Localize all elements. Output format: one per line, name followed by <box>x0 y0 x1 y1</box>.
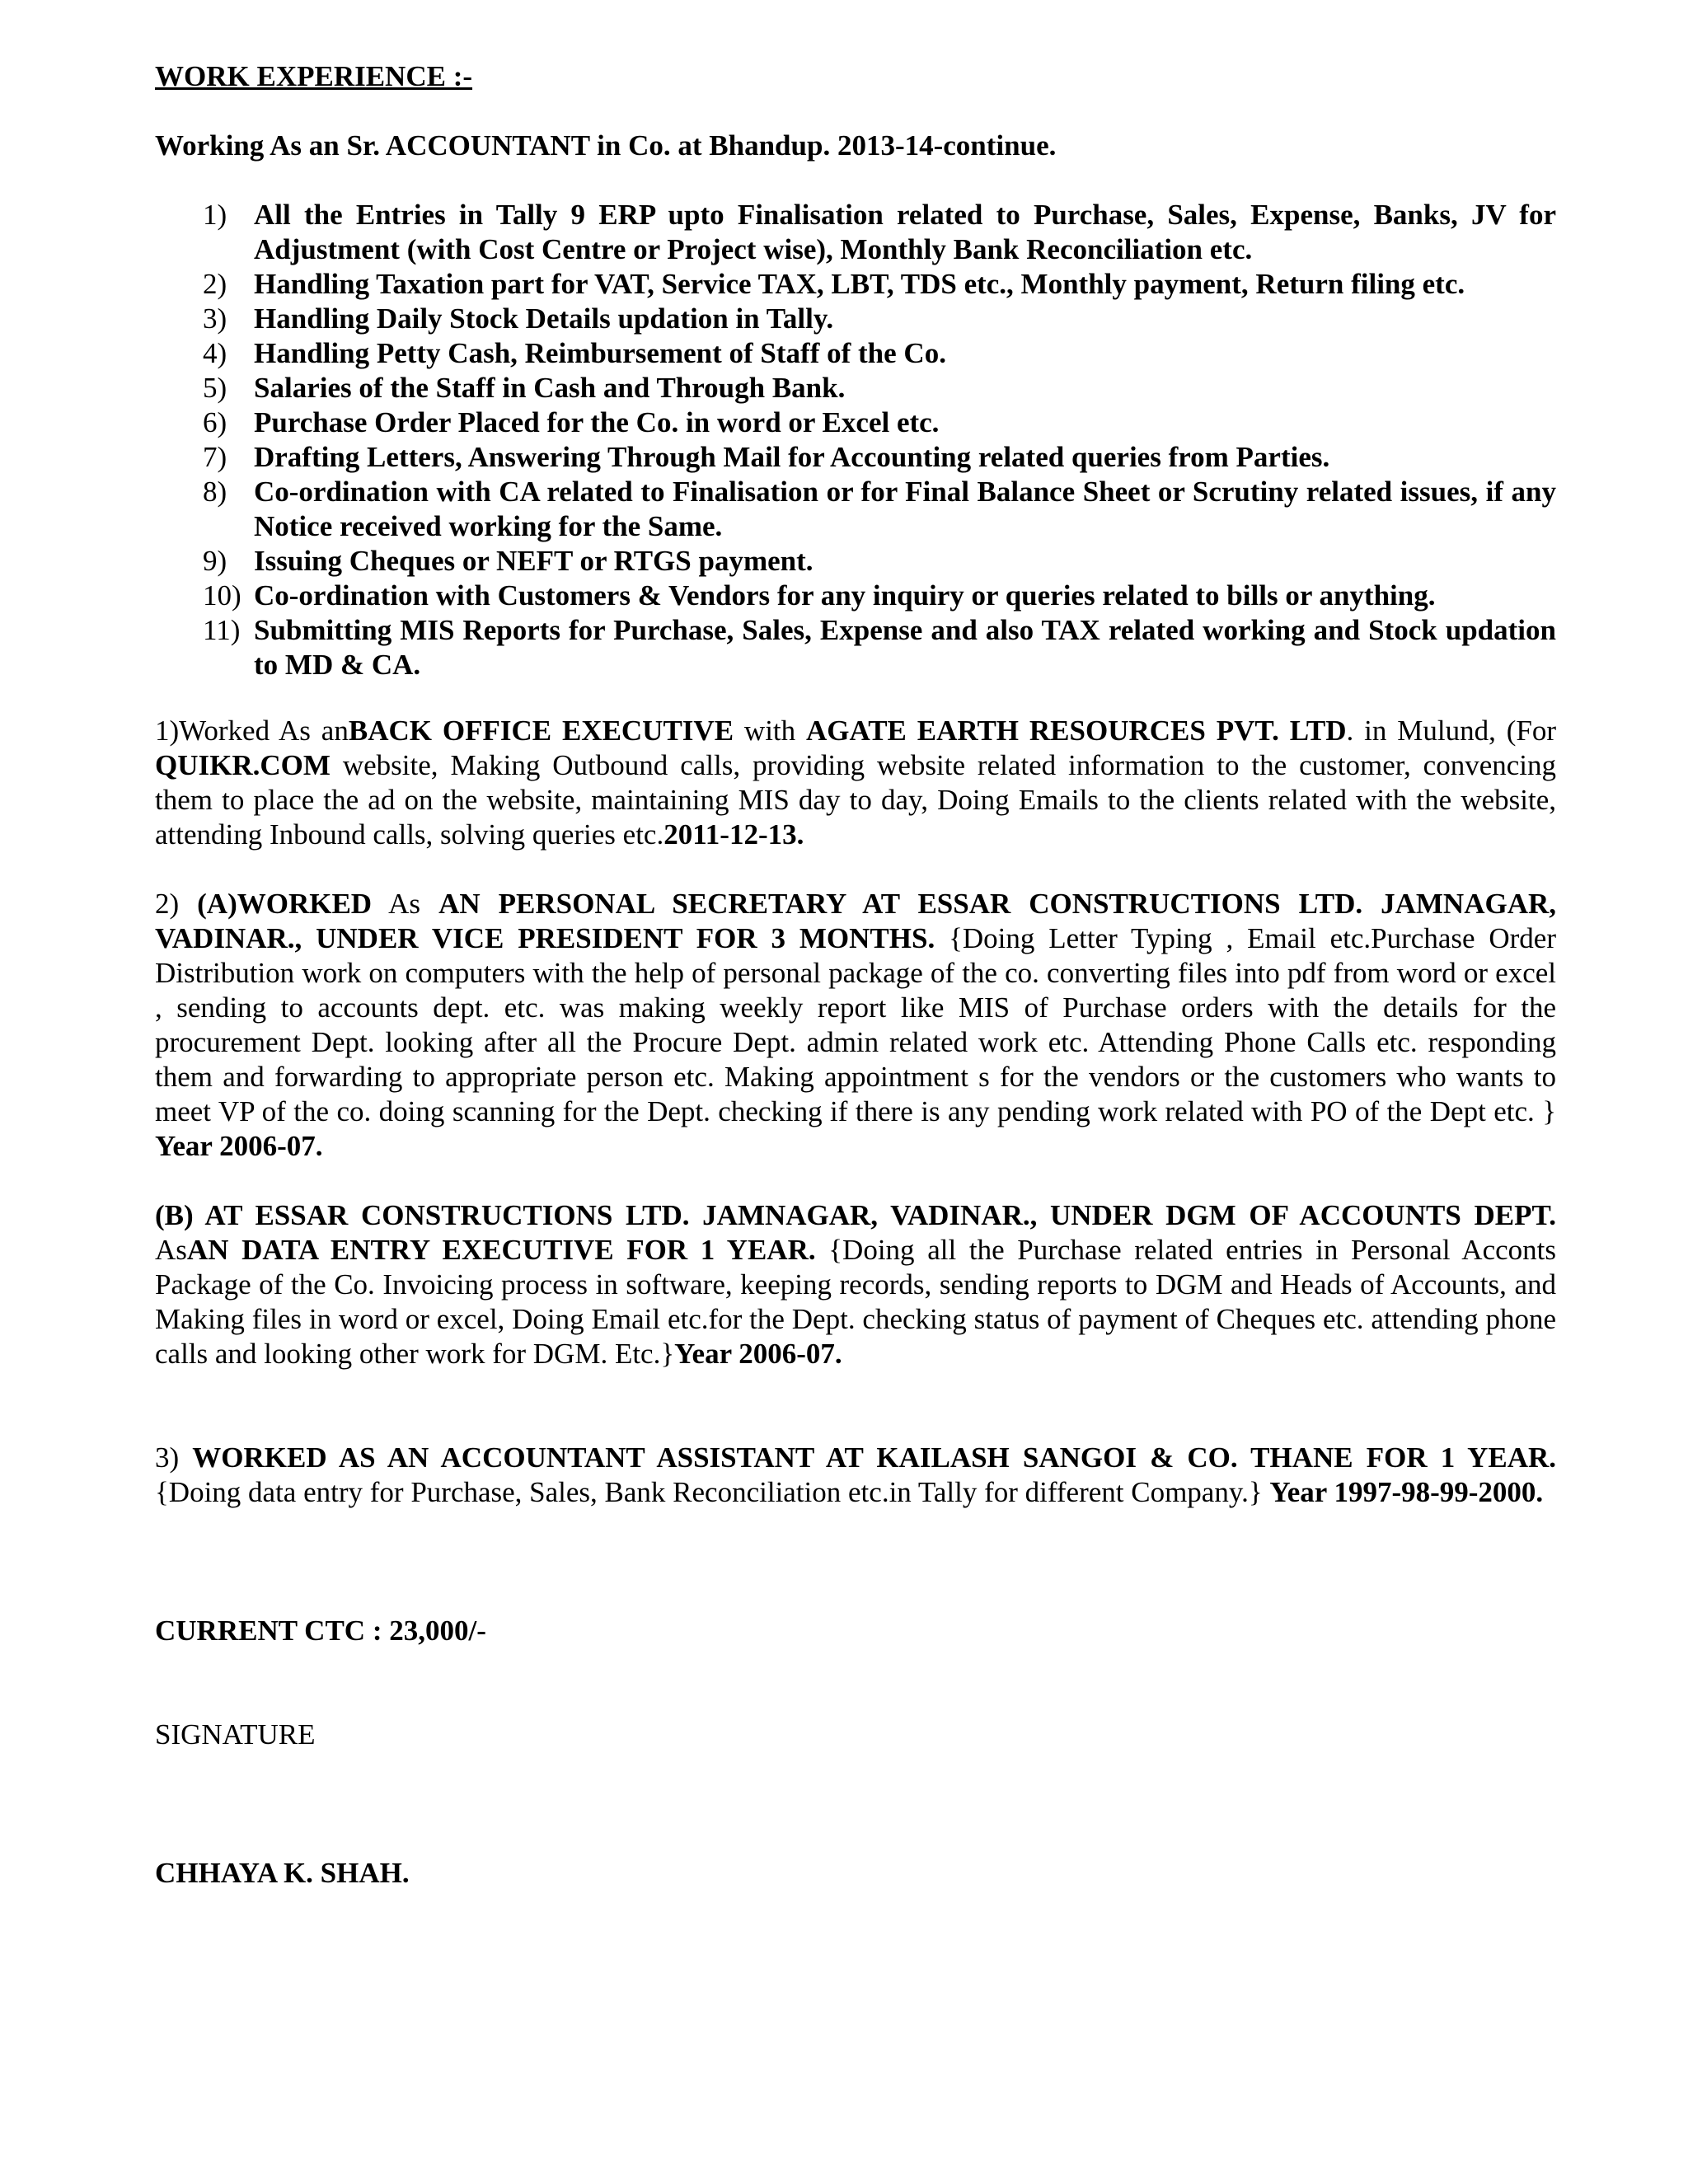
job1-role: BACK OFFICE EXECUTIVE <box>348 715 734 747</box>
job1-with: with <box>734 715 807 747</box>
duty-text: Co-ordination with CA related to Finalisation or for Final Balance Sheet or Scrutiny related issues, if any Notice received working for the Same. <box>254 476 1556 542</box>
job3-description: {Doing data entry for Purchase, Sales, Bank Reconciliation etc.in Tally for different Company.} <box>155 1476 1270 1508</box>
duty-item <box>155 579 1556 613</box>
duty-number: 9) <box>203 545 227 577</box>
duty-number: 7) <box>203 441 227 473</box>
job2a-label: (A)WORKED <box>197 888 373 920</box>
job1-location: . in Mulund, (For <box>1346 715 1556 747</box>
signature-label: SIGNATURE <box>155 1718 316 1750</box>
job1-company: AGATE EARTH RESOURCES PVT. LTD <box>806 715 1347 747</box>
duty-number: 6) <box>203 406 227 438</box>
job2a-role: AN PERSONAL SECRETARY AT ESSAR CONSTRUCTIONS LTD. JAMNAGAR, VADINAR., UNDER VICE PRESIDENT FOR 3 MONTHS. <box>155 888 1557 954</box>
duty-text: Handling Daily Stock Details updation in Tally. <box>254 302 834 335</box>
duty-text: Handling Petty Cash, Reimbursement of Staff of the Co. <box>254 337 946 369</box>
duty-text: Co-ordination with Customers & Vendors for any inquiry or queries related to bills or anything. <box>254 579 1436 612</box>
duty-number: 4) <box>203 337 227 369</box>
duty-text: Submitting MIS Reports for Purchase, Sales, Expense and also TAX related working and Stock updation to MD & CA. <box>254 614 1556 681</box>
duty-item <box>155 198 1556 267</box>
job2b-as: As <box>155 1234 187 1266</box>
job1-prefix: 1)Worked As an <box>155 715 349 747</box>
job2a-as: As <box>372 888 439 920</box>
duty-item <box>155 613 1556 682</box>
job1-description: website, Making Outbound calls, providing website related information to the customer, convencing them to place the ad on the website, maintaining MIS day to day, Doing Emails to the clients related with the website, attending Inbound calls, solving queries etc. <box>155 749 1556 851</box>
job3-year: Year 1997-98-99-2000. <box>1269 1476 1544 1508</box>
duty-text: Purchase Order Placed for the Co. in word or Excel etc. <box>254 406 940 438</box>
job2b-role: AN DATA ENTRY EXECUTIVE FOR 1 YEAR. <box>186 1234 816 1266</box>
job2b-description: {Doing all the Purchase related entries in Personal Acconts Package of the Co. Invoicing process in software, keeping records, sending reports to DGM and Heads of Accounts, and Making files in word or excel, Doing Email etc.for the Dept. checking status of payment of Cheques etc. attending phone calls and looking other work for DGM. Etc.} <box>155 1234 1556 1370</box>
section-heading: WORK EXPERIENCE :- <box>155 60 473 92</box>
job-entry-1 <box>155 714 1556 852</box>
applicant-name: CHHAYA K. SHAH. <box>155 1857 410 1889</box>
job3-role: WORKED AS AN ACCOUNTANT ASSISTANT AT KAILASH SANGOI & CO. THANE FOR 1 YEAR. <box>192 1441 1556 1474</box>
duty-number: 3) <box>203 302 227 335</box>
duty-item <box>155 440 1556 475</box>
job2b-year: Year 2006-07. <box>674 1338 842 1370</box>
duty-number: 8) <box>203 476 227 508</box>
job2a-description: {Doing Letter Typing , Email etc.Purchase Order Distribution work on computers with the help of personal package of the co. converting files into pdf from word or excel , sending to accounts dept. etc. was making weekly report like MIS of Purchase orders with the details for the procurement Dept. looking after all the Procure Dept. admin related work etc. Attending Phone Calls etc. responding them and forwarding to appropriate person etc. Making appointment s for the vendors or the customers who wants to meet VP of the co. doing scanning for the Dept. checking if there is any pending work related with PO of the Dept etc. } <box>155 922 1556 1127</box>
duty-text: Handling Taxation part for VAT, Service TAX, LBT, TDS etc., Monthly payment, Return filing etc. <box>254 268 1465 300</box>
job2a-prefix: 2) <box>155 888 198 920</box>
job-entry-2b <box>155 1198 1556 1371</box>
duty-item <box>155 267 1556 302</box>
duty-number: 5) <box>203 372 227 404</box>
duty-text: Drafting Letters, Answering Through Mail for Accounting related queries from Parties. <box>254 441 1330 473</box>
duty-item <box>155 336 1556 371</box>
job-entry-3 <box>155 1441 1556 1510</box>
job2a-year: Year 2006-07. <box>155 1130 323 1162</box>
job3-prefix: 3) <box>155 1441 193 1474</box>
duty-number: 11) <box>203 614 241 646</box>
duty-item <box>155 544 1556 579</box>
duty-number: 2) <box>203 268 227 300</box>
current-ctc: CURRENT CTC : 23,000/- <box>155 1615 486 1647</box>
duty-item <box>155 405 1556 440</box>
job-entry-2a <box>155 887 1556 1164</box>
duty-text: Issuing Cheques or NEFT or RTGS payment. <box>254 545 814 577</box>
job1-year: 2011-12-13. <box>663 818 804 851</box>
job2b-heading: (B) AT ESSAR CONSTRUCTIONS LTD. JAMNAGAR, VADINAR., UNDER DGM OF ACCOUNTS DEPT. <box>155 1199 1556 1231</box>
duty-item <box>155 475 1556 544</box>
duty-number: 10) <box>203 579 241 612</box>
duty-text: Salaries of the Staff in Cash and Through Bank. <box>254 372 846 404</box>
job1-website: QUIKR.COM <box>155 749 331 781</box>
duties-list <box>155 198 1556 682</box>
duty-item <box>155 371 1556 405</box>
current-role: Working As an Sr. ACCOUNTANT in Co. at Bhandup. 2013-14-continue. <box>155 129 1057 162</box>
duty-text: All the Entries in Tally 9 ERP upto Finalisation related to Purchase, Sales, Expense, Banks, JV for Adjustment (with Cost Centre or Project wise), Monthly Bank Reconciliation etc. <box>254 199 1556 265</box>
duty-number: 1) <box>203 199 227 231</box>
duty-item <box>155 302 1556 336</box>
